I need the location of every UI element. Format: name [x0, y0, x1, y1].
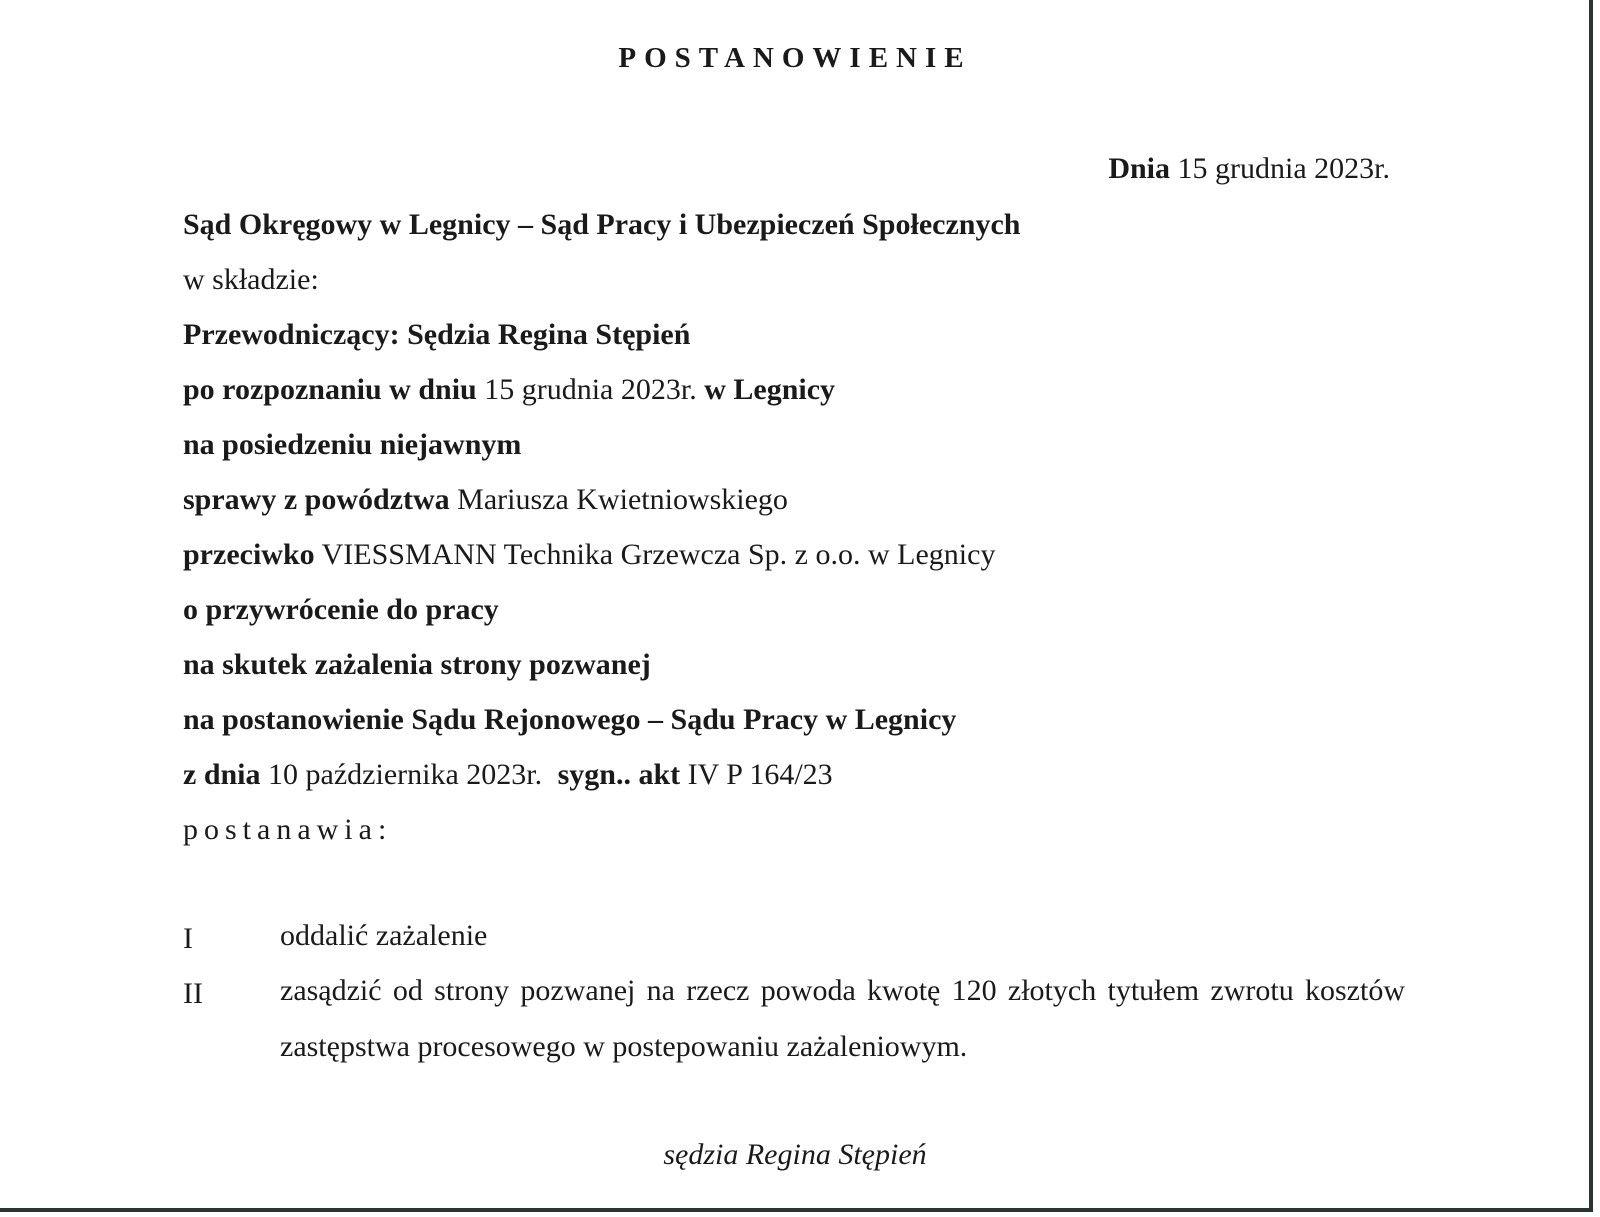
document-title: POSTANOWIENIE: [618, 42, 972, 74]
judge-signature: sędzia Regina Stępień: [663, 1138, 927, 1171]
defendant-line: [183, 538, 995, 572]
composition-label: w składzie:: [183, 263, 319, 296]
decision-reference: na postanowienie Sądu Rejonowego – Sądu Pracy w Legnicy: [183, 703, 957, 736]
resolves-label: postanawia:: [183, 813, 393, 846]
hearing-label: po rozpoznaniu w dniu: [183, 373, 477, 406]
decision-date-label: z dnia: [183, 758, 261, 791]
session-type: na posiedzeniu niejawnym: [183, 428, 522, 461]
date-label: Dnia: [1108, 152, 1171, 185]
decision-date-line: [183, 758, 833, 792]
item-number: I: [183, 922, 193, 955]
appeal-line: na skutek zażalenia strony pozwanej: [183, 648, 651, 681]
case-subject: o przywrócenie do pracy: [183, 593, 499, 626]
presiding-judge: Przewodniczący: Sędzia Regina Stępień: [183, 318, 691, 351]
date-value: 15 grudnia 2023r.: [1177, 152, 1390, 185]
decision-date-value: 10 października 2023r.: [268, 758, 543, 791]
document-date: [1108, 152, 1390, 186]
item-text: zasądzić od strony pozwanej na rzecz powoda kwotę 120 złotych tytułem zwrotu kosztów zastępstwa procesowego w postepowaniu zażaleniowym.: [280, 974, 1405, 1063]
defendant-name: VIESSMANN Technika Grzewcza Sp. z o.o. w Legnicy: [321, 538, 996, 571]
case-number-label: sygn.. akt: [557, 758, 681, 791]
item-number: II: [183, 977, 203, 1010]
plaintiff-label: sprawy z powództwa: [183, 483, 450, 516]
hearing-date: 15 grudnia 2023r.: [484, 373, 697, 406]
case-number-value: IV P 164/23: [687, 758, 833, 791]
hearing-line: [183, 373, 835, 407]
item-text: oddalić zażalenie: [280, 919, 488, 952]
plaintiff-name: Mariusza Kwietniowskiego: [457, 483, 788, 516]
court-name: Sąd Okręgowy w Legnicy – Sąd Pracy i Ubezpieczeń Społecznych: [183, 208, 1021, 241]
hearing-place: w Legnicy: [704, 373, 836, 406]
plaintiff-line: [183, 483, 788, 517]
defendant-label: przeciwko: [183, 538, 315, 571]
